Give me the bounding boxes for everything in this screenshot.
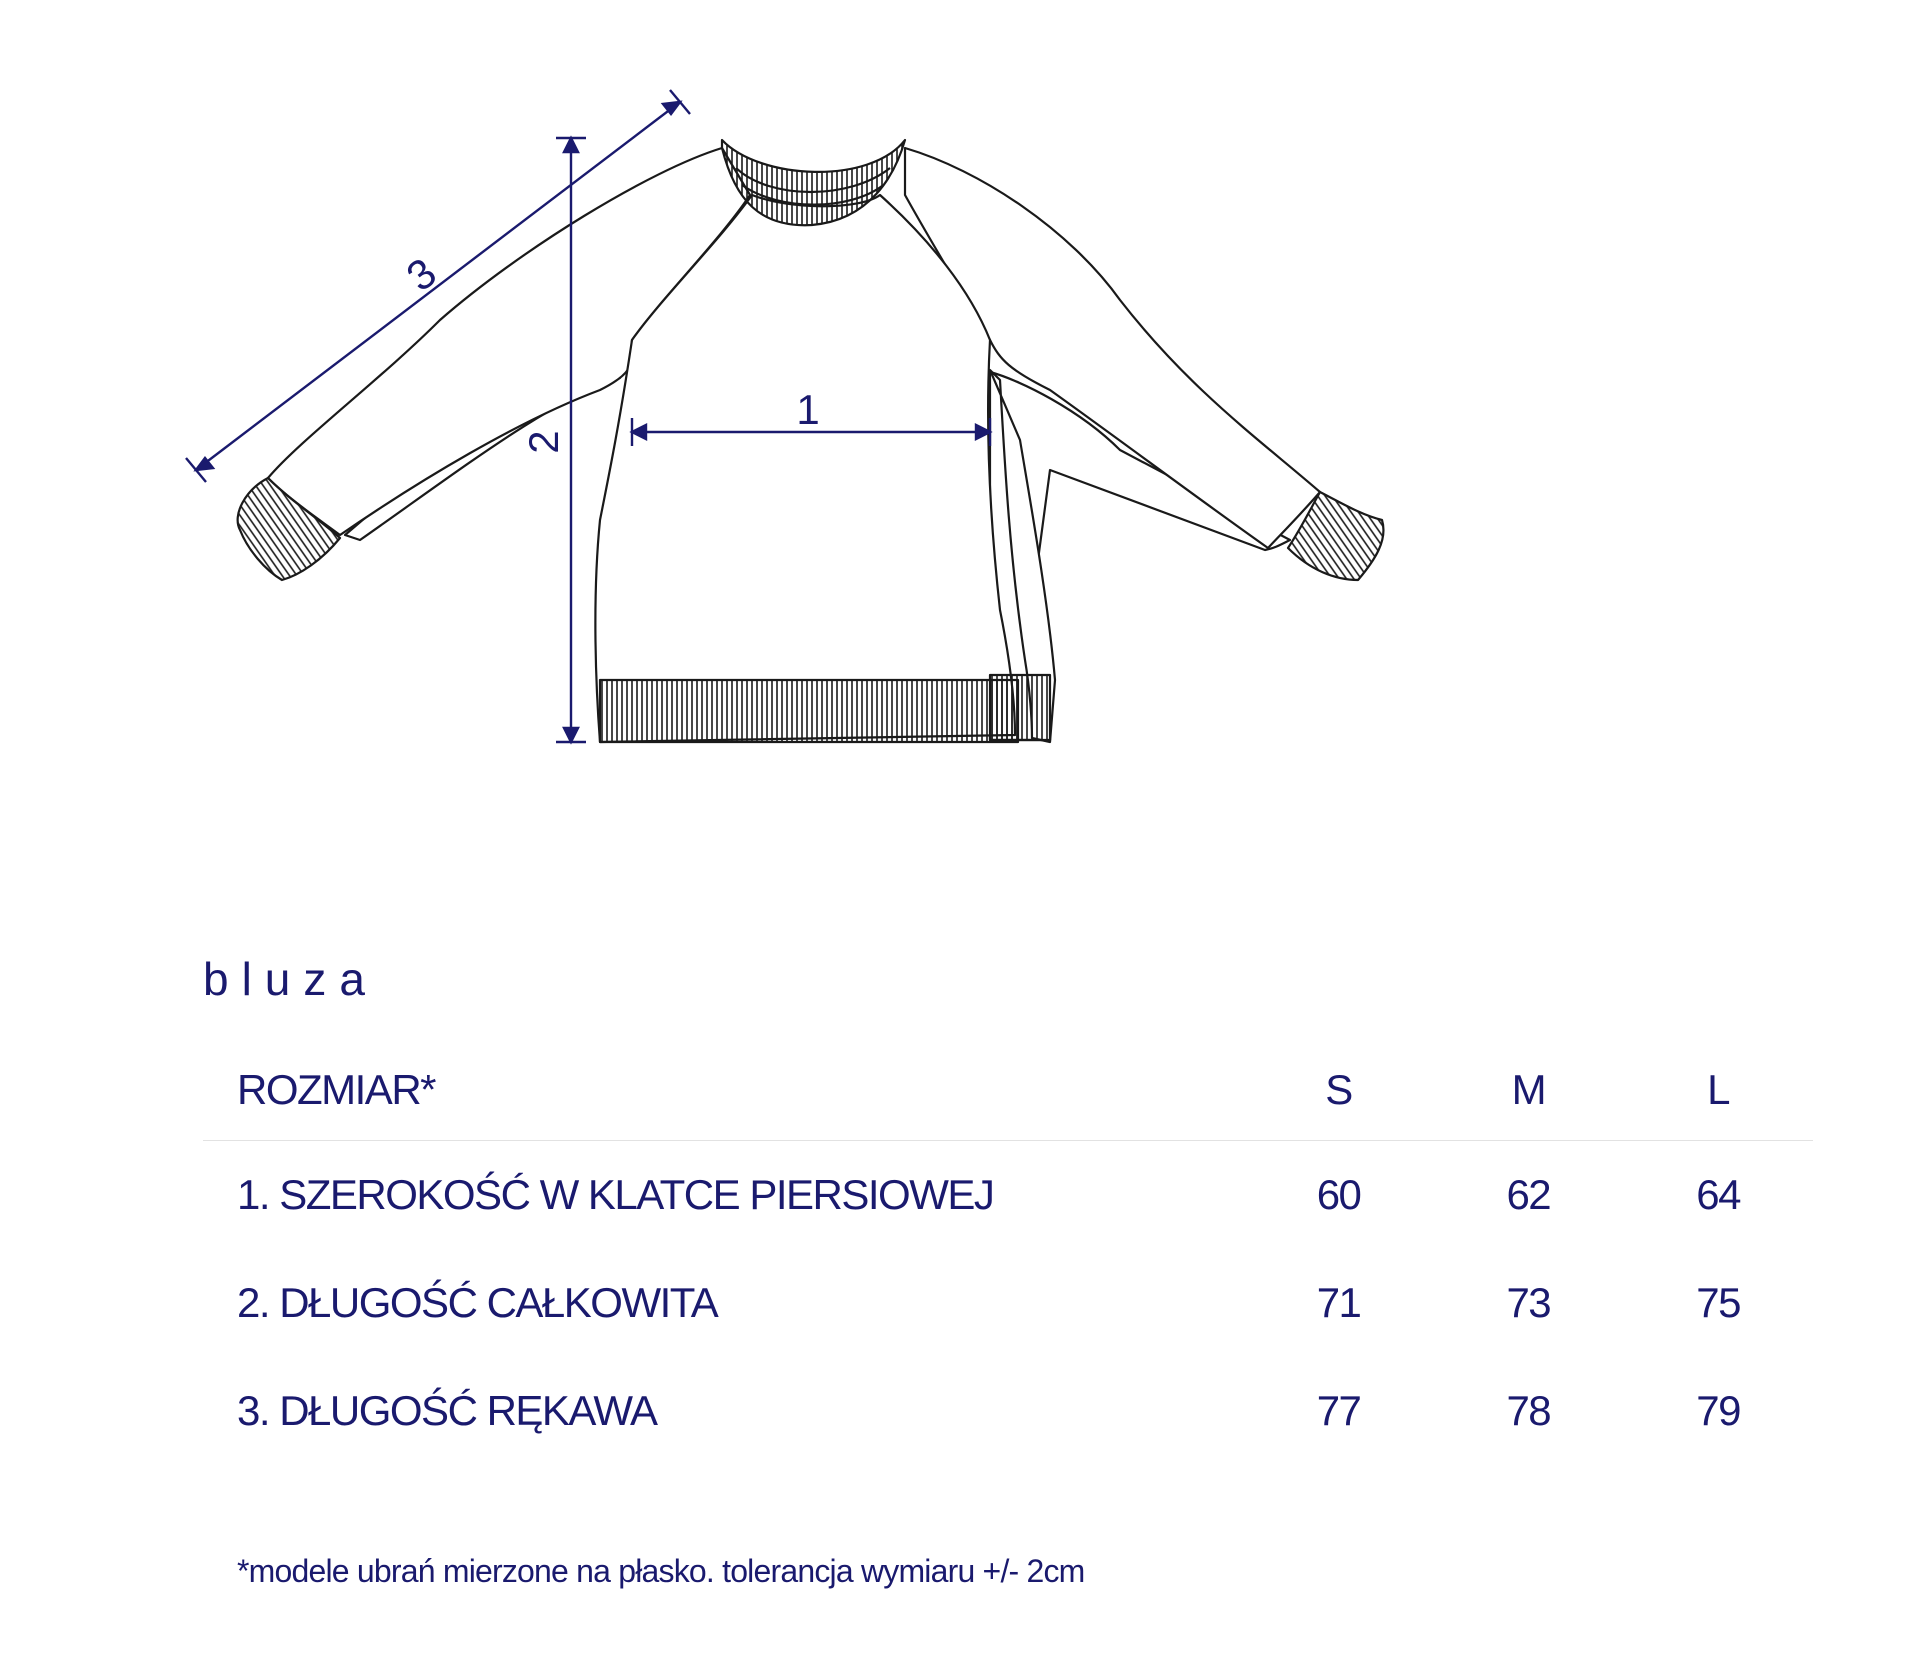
size-m: M [1433, 1040, 1623, 1141]
row-label: 1. SZEROKOŚĆ W KLATCE PIERSIOWEJ [237, 1171, 994, 1218]
row-value-m: 73 [1506, 1279, 1551, 1326]
row-value-s: 77 [1316, 1387, 1361, 1434]
size-l: L [1623, 1040, 1813, 1141]
row-value-l: 79 [1696, 1387, 1740, 1434]
row-value-l: 64 [1696, 1171, 1740, 1218]
size-s: S [1244, 1040, 1434, 1141]
table-row [203, 1249, 1813, 1357]
row-value-m: 78 [1506, 1387, 1551, 1434]
chest-label: 1 [796, 386, 820, 433]
length-label: 2 [520, 430, 567, 454]
row-value-l: 75 [1696, 1279, 1740, 1326]
table-row [203, 1357, 1813, 1465]
size-header-label: ROZMIAR* [203, 1040, 1244, 1141]
size-table [203, 1040, 1813, 1465]
row-label: 3. DŁUGOŚĆ RĘKAWA [237, 1387, 657, 1434]
sweatshirt-diagram [0, 0, 1920, 800]
size-header-row [203, 1040, 1813, 1141]
product-title: bluza [203, 953, 378, 1005]
hem-band [600, 680, 1018, 742]
sweatshirt-outline [238, 140, 1384, 742]
row-value-m: 62 [1506, 1171, 1551, 1218]
sleeve-label: 3 [397, 248, 445, 301]
row-value-s: 60 [1316, 1171, 1361, 1218]
footnote: *modele ubrań mierzone na płasko. tolerancja wymiaru +/- 2cm [237, 1553, 1085, 1589]
table-row [203, 1141, 1813, 1250]
row-value-s: 71 [1316, 1279, 1361, 1326]
row-label: 2. DŁUGOŚĆ CAŁKOWITA [237, 1279, 718, 1326]
